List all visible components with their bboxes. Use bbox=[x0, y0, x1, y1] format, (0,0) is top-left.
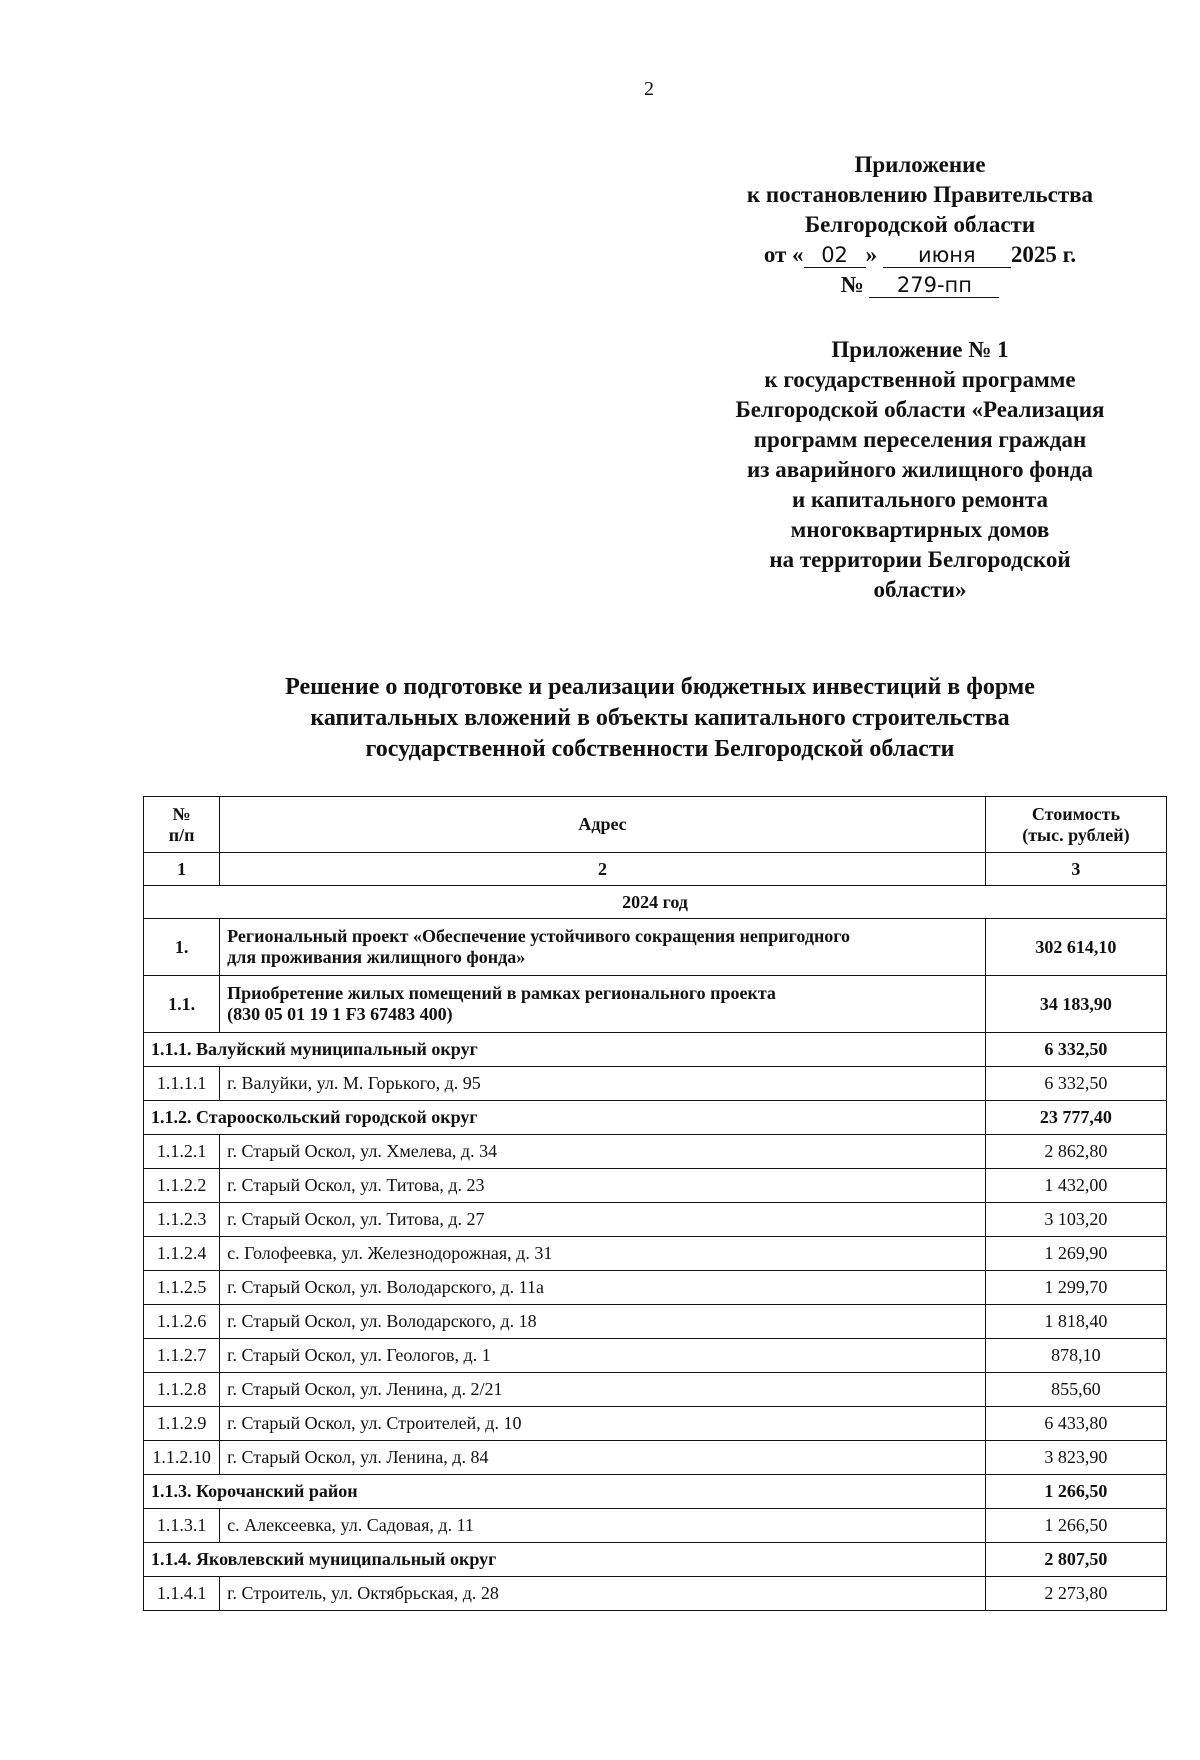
district-cost: 2 807,50 bbox=[985, 1543, 1166, 1577]
program-appendix-line: программ переселения граждан bbox=[753, 427, 1087, 452]
decree-appendix-line: Приложение bbox=[854, 152, 986, 177]
year-row bbox=[144, 886, 1167, 919]
subproject-name-line: Приобретение жилых помещений в рамках регионального проекта bbox=[227, 983, 776, 1003]
program-appendix-line: и капитального ремонта bbox=[791, 487, 1049, 512]
item-num: 1.1.3.1 bbox=[144, 1509, 220, 1543]
district-row bbox=[144, 1543, 1167, 1577]
district-row bbox=[144, 1033, 1167, 1067]
table-row bbox=[144, 1509, 1167, 1543]
decree-number bbox=[680, 270, 1160, 300]
district-row bbox=[144, 1475, 1167, 1509]
header-cost-line: (тыс. рублей) bbox=[1022, 824, 1130, 845]
date-year: 2025 г. bbox=[1010, 242, 1077, 267]
header-num-line: № bbox=[172, 803, 191, 824]
table-row bbox=[144, 1135, 1167, 1169]
item-num: 1.1.2.8 bbox=[144, 1373, 220, 1407]
program-appendix-line: многоквартирных домов bbox=[790, 517, 1050, 542]
column-number-row bbox=[144, 853, 1167, 886]
program-appendix-line: Приложение № 1 bbox=[831, 337, 1009, 362]
header-cost-line: Стоимость bbox=[1031, 803, 1120, 824]
column-number: 2 bbox=[220, 853, 986, 886]
decree-appendix-line: Белгородской области bbox=[804, 212, 1036, 237]
district-title: 1.1.4. Яковлевский муниципальный округ bbox=[144, 1543, 986, 1577]
column-number: 3 bbox=[985, 853, 1166, 886]
item-address: г. Старый Оскол, ул. Хмелева, д. 34 bbox=[220, 1135, 986, 1169]
title-line: государственной собственности Белгородской области bbox=[365, 736, 955, 762]
project-cost: 302 614,10 bbox=[985, 919, 1166, 976]
item-address: г. Строитель, ул. Октябрьская, д. 28 bbox=[220, 1577, 986, 1611]
item-address: г. Старый Оскол, ул. Геологов, д. 1 bbox=[220, 1339, 986, 1373]
item-cost: 1 818,40 bbox=[985, 1305, 1166, 1339]
subproject-name bbox=[220, 976, 986, 1033]
project-row bbox=[144, 919, 1167, 976]
item-cost: 3 103,20 bbox=[985, 1203, 1166, 1237]
item-address: с. Голофеевка, ул. Железнодорожная, д. 31 bbox=[220, 1237, 986, 1271]
page-number: 2 bbox=[644, 78, 654, 100]
table-row bbox=[144, 1339, 1167, 1373]
project-name bbox=[220, 919, 986, 976]
document-title bbox=[130, 672, 1190, 765]
item-cost: 878,10 bbox=[985, 1339, 1166, 1373]
decree-appendix-header bbox=[680, 150, 1160, 300]
program-appendix-line: на территории Белгородской bbox=[769, 547, 1071, 572]
table-row bbox=[144, 1305, 1167, 1339]
district-row bbox=[144, 1101, 1167, 1135]
item-address: г. Старый Оскол, ул. Строителей, д. 10 bbox=[220, 1407, 986, 1441]
item-cost: 2 273,80 bbox=[985, 1577, 1166, 1611]
item-num: 1.1.2.2 bbox=[144, 1169, 220, 1203]
header-num bbox=[144, 797, 220, 853]
table-header-row bbox=[144, 797, 1167, 853]
table-row bbox=[144, 1203, 1167, 1237]
date-prefix: от « bbox=[763, 242, 804, 267]
item-address: г. Старый Оскол, ул. Титова, д. 23 bbox=[220, 1169, 986, 1203]
item-cost: 6 332,50 bbox=[985, 1067, 1166, 1101]
item-cost: 1 269,90 bbox=[985, 1237, 1166, 1271]
item-address: с. Алексеевка, ул. Садовая, д. 11 bbox=[220, 1509, 986, 1543]
item-num: 1.1.2.3 bbox=[144, 1203, 220, 1237]
date-mid: » bbox=[865, 242, 878, 267]
program-appendix-line: Белгородской области «Реализация bbox=[735, 397, 1105, 422]
item-address: г. Валуйки, ул. М. Горького, д. 95 bbox=[220, 1067, 986, 1101]
title-line: Решение о подготовке и реализации бюджетных инвестиций в форме bbox=[285, 674, 1035, 700]
item-cost: 855,60 bbox=[985, 1373, 1166, 1407]
item-cost: 6 433,80 bbox=[985, 1407, 1166, 1441]
subproject-cost: 34 183,90 bbox=[985, 976, 1166, 1033]
item-cost: 3 823,90 bbox=[985, 1441, 1166, 1475]
item-address: г. Старый Оскол, ул. Володарского, д. 18 bbox=[220, 1305, 986, 1339]
subproject-name-line: (830 05 01 19 1 F3 67483 400) bbox=[227, 1004, 453, 1024]
decree-date bbox=[680, 240, 1160, 270]
item-address: г. Старый Оскол, ул. Титова, д. 27 bbox=[220, 1203, 986, 1237]
decree-appendix-line: к постановлению Правительства bbox=[746, 182, 1094, 207]
district-cost: 6 332,50 bbox=[985, 1033, 1166, 1067]
district-title: 1.1.2. Старооскольский городской округ bbox=[144, 1101, 986, 1135]
table-row bbox=[144, 1407, 1167, 1441]
project-num: 1. bbox=[144, 919, 220, 976]
date-month: июня bbox=[883, 243, 1011, 268]
project-name-line: для проживания жилищного фонда» bbox=[227, 947, 526, 967]
item-num: 1.1.2.7 bbox=[144, 1339, 220, 1373]
program-appendix-line: к государственной программе bbox=[764, 367, 1076, 392]
item-num: 1.1.4.1 bbox=[144, 1577, 220, 1611]
item-address: г. Старый Оскол, ул. Ленина, д. 84 bbox=[220, 1441, 986, 1475]
investment-table bbox=[143, 796, 1167, 1611]
item-address: г. Старый Оскол, ул. Володарского, д. 11а bbox=[220, 1271, 986, 1305]
item-cost: 1 266,50 bbox=[985, 1509, 1166, 1543]
district-cost: 1 266,50 bbox=[985, 1475, 1166, 1509]
subproject-num: 1.1. bbox=[144, 976, 220, 1033]
program-appendix-line: из аварийного жилищного фонда bbox=[746, 457, 1093, 482]
subproject-row bbox=[144, 976, 1167, 1033]
date-day: 02 bbox=[804, 243, 866, 268]
decree-number-value: 279-пп bbox=[869, 273, 999, 298]
item-num: 1.1.2.1 bbox=[144, 1135, 220, 1169]
item-cost: 2 862,80 bbox=[985, 1135, 1166, 1169]
header-cost bbox=[985, 797, 1166, 853]
table-row bbox=[144, 1169, 1167, 1203]
district-cost: 23 777,40 bbox=[985, 1101, 1166, 1135]
number-prefix: № bbox=[840, 272, 864, 297]
item-num: 1.1.2.5 bbox=[144, 1271, 220, 1305]
item-cost: 1 299,70 bbox=[985, 1271, 1166, 1305]
program-appendix-header bbox=[680, 335, 1160, 605]
item-num: 1.1.2.10 bbox=[144, 1441, 220, 1475]
item-num: 1.1.1.1 bbox=[144, 1067, 220, 1101]
table-row bbox=[144, 1373, 1167, 1407]
header-address: Адрес bbox=[220, 797, 986, 853]
table-row bbox=[144, 1271, 1167, 1305]
item-num: 1.1.2.9 bbox=[144, 1407, 220, 1441]
program-appendix-line: области» bbox=[873, 577, 967, 602]
year-label: 2024 год bbox=[144, 886, 1167, 919]
district-title: 1.1.3. Корочанский район bbox=[144, 1475, 986, 1509]
item-num: 1.1.2.4 bbox=[144, 1237, 220, 1271]
column-number: 1 bbox=[144, 853, 220, 886]
table-row bbox=[144, 1441, 1167, 1475]
district-title: 1.1.1. Валуйский муниципальный округ bbox=[144, 1033, 986, 1067]
header-num-line: п/п bbox=[168, 824, 195, 845]
table-row bbox=[144, 1237, 1167, 1271]
project-name-line: Региональный проект «Обеспечение устойчивого сокращения непригодного bbox=[227, 926, 851, 946]
item-address: г. Старый Оскол, ул. Ленина, д. 2/21 bbox=[220, 1373, 986, 1407]
item-cost: 1 432,00 bbox=[985, 1169, 1166, 1203]
table-row bbox=[144, 1067, 1167, 1101]
title-line: капитальных вложений в объекты капитального строительства bbox=[310, 705, 1010, 731]
table-row bbox=[144, 1577, 1167, 1611]
item-num: 1.1.2.6 bbox=[144, 1305, 220, 1339]
